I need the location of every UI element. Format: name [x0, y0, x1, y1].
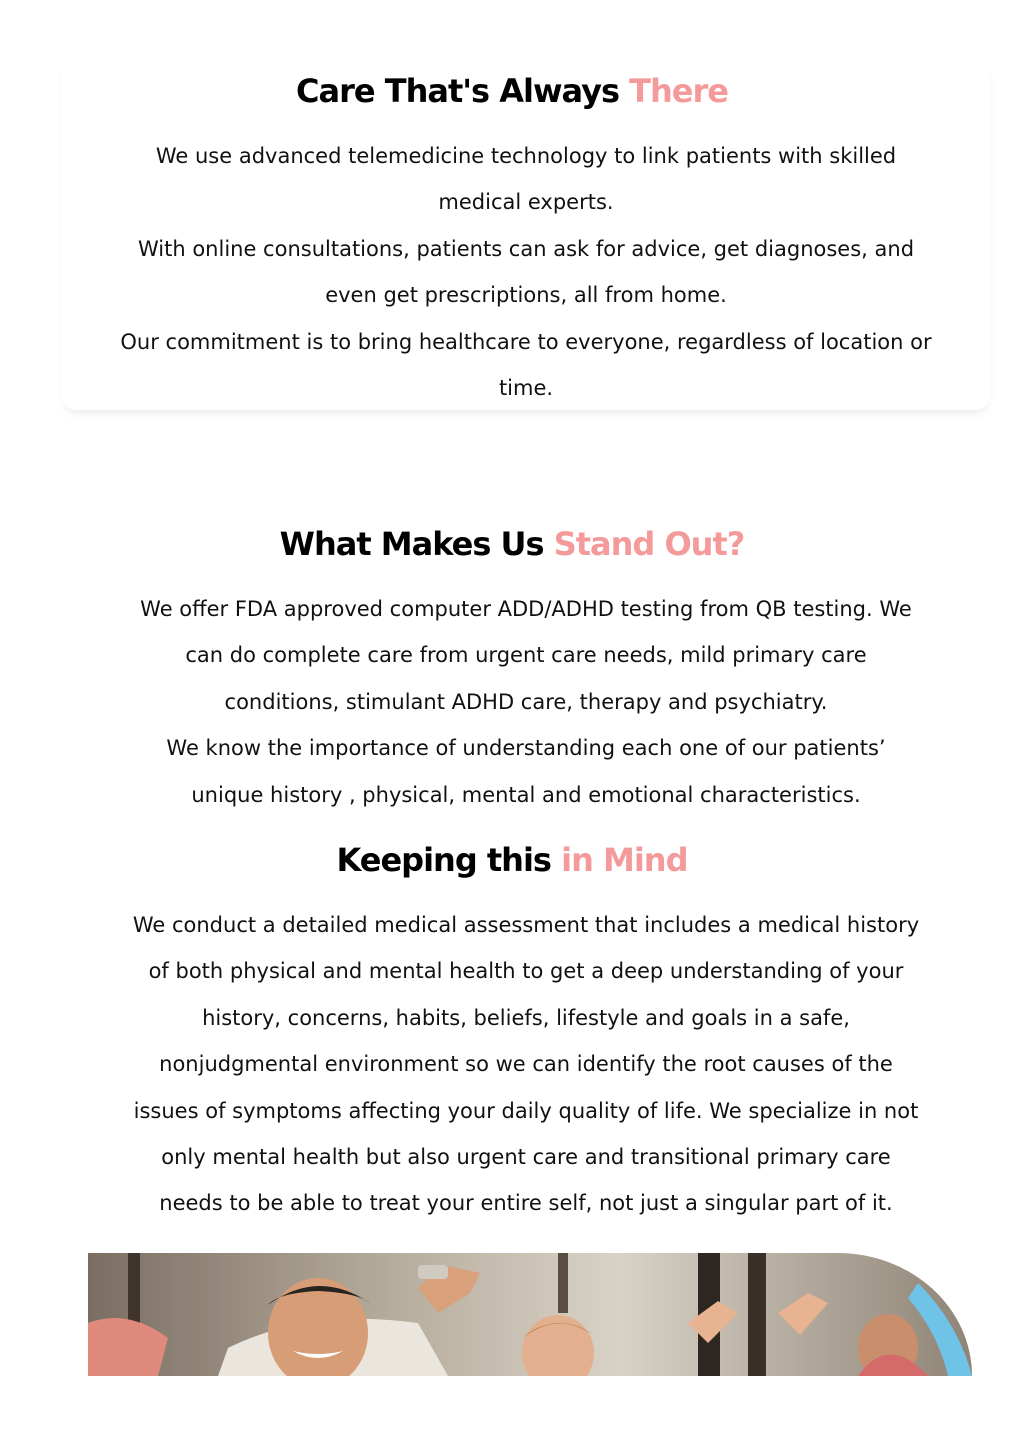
keeping-line: needs to be able to treat your entire self, not just a singular part of it.: [159, 1191, 893, 1216]
stand-out-line: unique history , physical, mental and emotional characteristics.: [191, 782, 861, 807]
care-line: With online consultations, patients can ask for advice, get diagnoses, and: [137, 236, 915, 261]
care-line: time.: [498, 376, 554, 401]
stand-out-heading: [0, 524, 1024, 564]
keeping-line: only mental health but also urgent care and transitional primary care: [161, 1145, 891, 1170]
keeping-heading-main: Keeping this: [336, 841, 562, 879]
care-line: medical experts.: [438, 190, 614, 215]
care-line: We use advanced telemedicine technology to link patients with skilled: [155, 144, 897, 168]
stand-out-line: can do complete care from urgent care needs, mild primary care: [185, 643, 867, 668]
care-heading: [0, 71, 1024, 111]
stand-out-paragraph: [62, 586, 990, 818]
care-line: even get prescriptions, all from home.: [325, 283, 727, 308]
keeping-line: of both physical and mental health to get a deep understanding of your: [148, 959, 904, 984]
stand-out-heading-accent: Stand Out?: [553, 525, 745, 563]
keeping-line: issues of symptoms affecting your daily quality of life. We specialize in not: [133, 1098, 919, 1123]
keeping-heading-accent: in Mind: [561, 841, 688, 879]
photo-illustration: [88, 1253, 972, 1376]
care-heading-accent: There: [629, 72, 728, 110]
stand-out-line: conditions, stimulant ADHD care, therapy and psychiatry.: [224, 689, 828, 714]
keeping-paragraph: [62, 902, 990, 1227]
keeping-line: nonjudgmental environment so we can identify the root causes of the: [159, 1052, 893, 1077]
stand-out-heading-main: What Makes Us: [279, 525, 554, 563]
keeping-heading: [0, 840, 1024, 880]
keeping-line: history, concerns, habits, beliefs, lifestyle and goals in a safe,: [202, 1005, 850, 1030]
stand-out-line: We offer FDA approved computer ADD/ADHD testing from QB testing. We: [140, 597, 912, 621]
keeping-line: We conduct a detailed medical assessment that includes a medical history: [132, 913, 920, 937]
care-paragraph: [62, 133, 990, 411]
happy-people-photo: [88, 1253, 972, 1376]
care-line: Our commitment is to bring healthcare to everyone, regardless of location or: [120, 329, 932, 354]
stand-out-line: We know the importance of understanding each one of our patients’: [166, 736, 886, 761]
care-heading-main: Care That's Always: [296, 72, 630, 110]
